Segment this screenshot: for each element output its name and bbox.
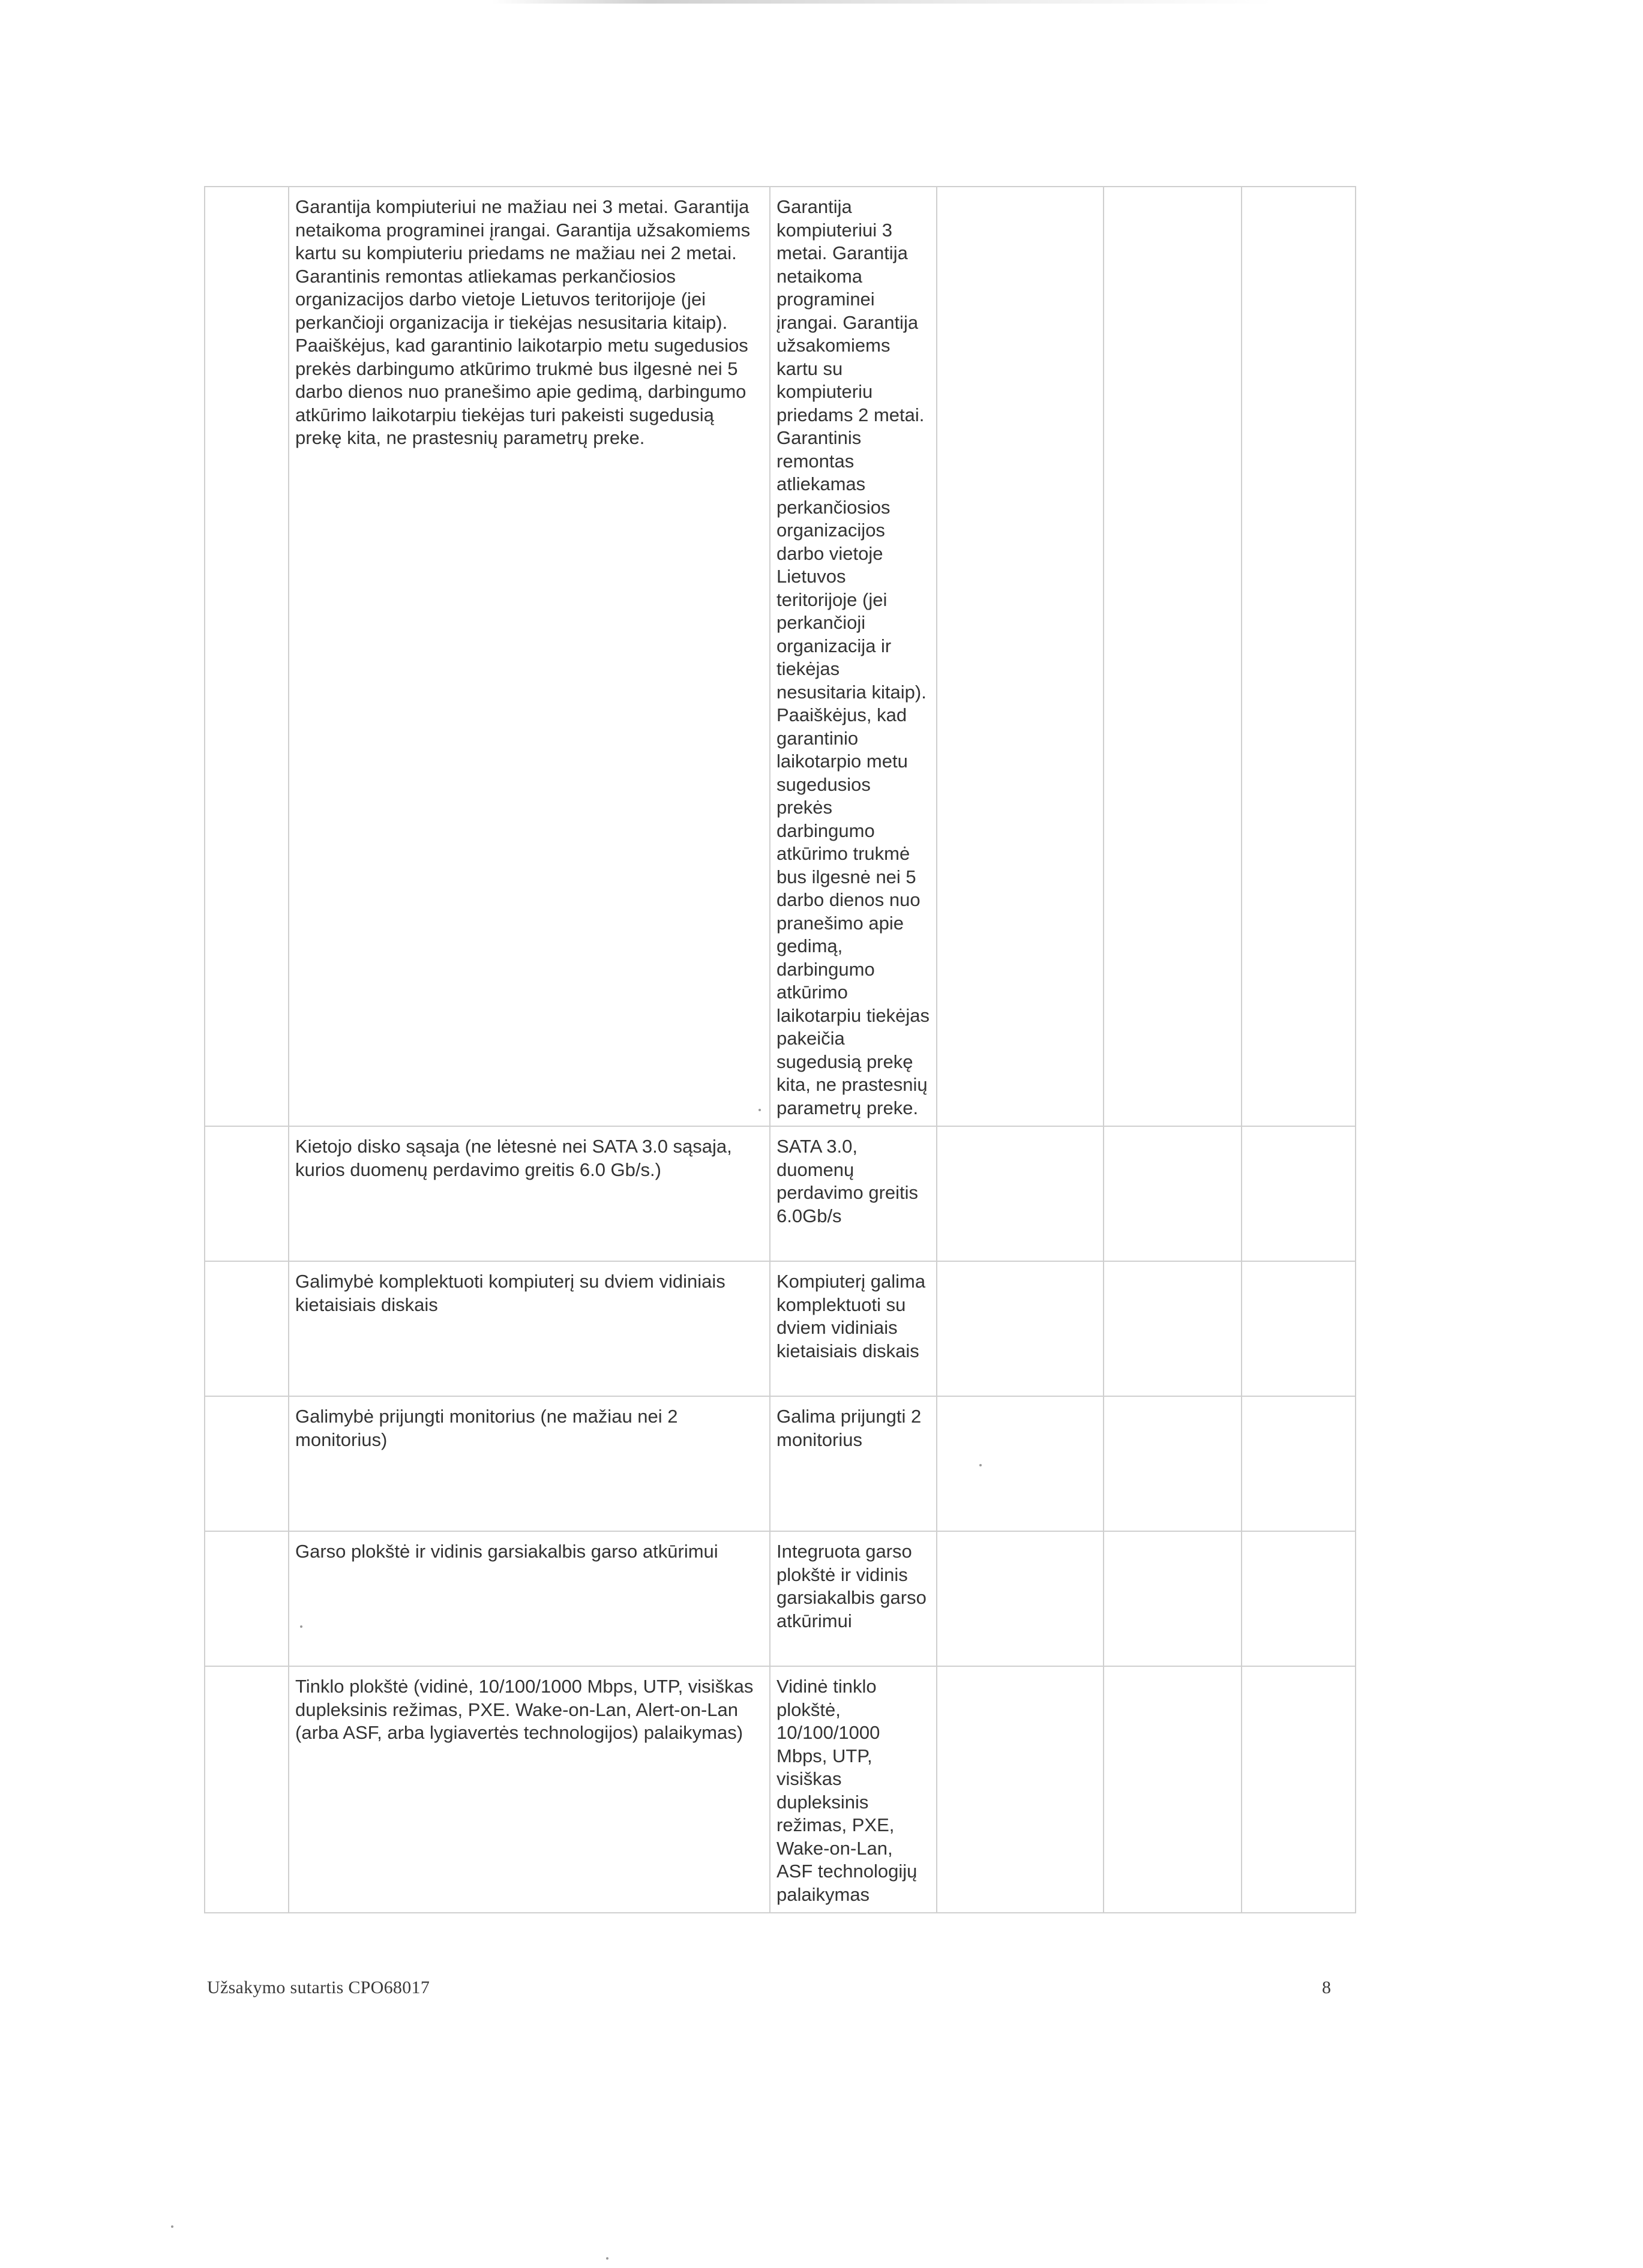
scan-edge-artifact: [492, 0, 1272, 4]
empty-cell: [1104, 1261, 1242, 1396]
empty-cell: [1242, 1531, 1356, 1666]
empty-cell: [1104, 187, 1242, 1126]
row-number-cell: [205, 1531, 289, 1666]
offer-cell: Integruota garso plokštė ir vidinis garsiakalbis garso atkūrimui: [770, 1531, 937, 1666]
empty-cell: [1242, 1396, 1356, 1531]
offer-cell: Galima prijungti 2 monitorius: [770, 1396, 937, 1531]
empty-cell: [1104, 1531, 1242, 1666]
empty-cell: [1242, 1261, 1356, 1396]
table-row-two-disks: [205, 1261, 1356, 1396]
offer-cell: Garantija kompiuteriui 3 metai. Garantija netaikoma programinei įrangai. Garantija užsakomiems kartu su kompiuteriu priedams 2 metai. Garantinis remontas atliekamas perkančiosios organizacijos darbo vietoje Lietuvos teritorijoje (jei perkančioji organizacija ir tiekėjas nesusitaria kitaip). Paaiškėjus, kad garantinio laikotarpio metu sugedusios prekės darbingumo atkūrimo trukmė bus ilgesnė nei 5 darbo dienos nuo pranešimo apie gedimą, darbingumo atkūrimo laikotarpiu tiekėjas pakeičia sugedusią prekę kita, ne prastesnių parametrų preke.: [770, 187, 937, 1126]
offer-cell: SATA 3.0, duomenų perdavimo greitis 6.0Gb/s: [770, 1126, 937, 1261]
empty-cell: [1104, 1666, 1242, 1913]
scan-speck: [979, 1464, 982, 1466]
scan-speck: [171, 2225, 173, 2228]
row-number-cell: [205, 187, 289, 1126]
empty-cell: [1104, 1396, 1242, 1531]
footer-page-number: 8: [1322, 1978, 1331, 1997]
requirement-cell: Garso plokštė ir vidinis garsiakalbis garso atkūrimui: [289, 1531, 770, 1666]
requirement-cell: Galimybė prijungti monitorius (ne mažiau nei 2 monitorius): [289, 1396, 770, 1531]
offer-cell: Vidinė tinklo plokštė, 10/100/1000 Mbps, UTP, visiškas dupleksinis režimas, PXE, Wake-on-Lan, ASF technologijų palaikymas: [770, 1666, 937, 1913]
empty-cell: [1242, 187, 1356, 1126]
empty-cell: [937, 1396, 1104, 1531]
requirement-cell: Tinklo plokštė (vidinė, 10/100/1000 Mbps, UTP, visiškas dupleksinis režimas, PXE. Wake-on-Lan, Alert-on-Lan (arba ASF, arba lygiavertės technologijos) palaikymas): [289, 1666, 770, 1913]
requirement-cell: Garantija kompiuteriui ne mažiau nei 3 metai. Garantija netaikoma programinei įrangai. Garantija užsakomiems kartu su kompiuteriu priedams ne mažiau nei 2 metai. Garantinis remontas atliekamas perkančiosios organizacijos darbo vietoje Lietuvos teritorijoje (jei perkančioji organizacija ir tiekėjas nesusitaria kitaip). Paaiškėjus, kad garantinio laikotarpio metu sugedusios prekės darbingumo atkūrimo trukmė bus ilgesnė nei 5 darbo dienos nuo pranešimo apie gedimą, darbingumo atkūrimo laikotarpiu tiekėjas turi pakeisti sugedusią prekę kita, ne prastesnių parametrų preke.: [289, 187, 770, 1126]
table-row-warranty: [205, 187, 1356, 1126]
empty-cell: [937, 187, 1104, 1126]
table-row-sound: [205, 1531, 1356, 1666]
empty-cell: [1104, 1126, 1242, 1261]
empty-cell: [937, 1666, 1104, 1913]
empty-cell: [937, 1126, 1104, 1261]
empty-cell: [1242, 1126, 1356, 1261]
scan-speck: [300, 1625, 302, 1628]
offer-cell: Kompiuterį galima komplektuoti su dviem vidiniais kietaisiais diskais: [770, 1261, 937, 1396]
scan-speck: [758, 1109, 761, 1111]
requirement-cell: Galimybė komplektuoti kompiuterį su dviem vidiniais kietaisiais diskais: [289, 1261, 770, 1396]
table-row-monitors: [205, 1396, 1356, 1531]
empty-cell: [937, 1261, 1104, 1396]
row-number-cell: [205, 1396, 289, 1531]
footer-contract-label: Užsakymo sutartis CPO68017: [207, 1978, 430, 1997]
empty-cell: [1242, 1666, 1356, 1913]
table-row-network: [205, 1666, 1356, 1913]
requirement-cell: Kietojo disko sąsaja (ne lėtesnė nei SATA 3.0 sąsaja, kurios duomenų perdavimo greitis 6.0 Gb/s.): [289, 1126, 770, 1261]
specification-table: [204, 186, 1356, 1913]
row-number-cell: [205, 1126, 289, 1261]
row-number-cell: [205, 1666, 289, 1913]
empty-cell: [937, 1531, 1104, 1666]
scan-speck: [606, 2257, 608, 2260]
row-number-cell: [205, 1261, 289, 1396]
table-row-disk-interface: [205, 1126, 1356, 1261]
